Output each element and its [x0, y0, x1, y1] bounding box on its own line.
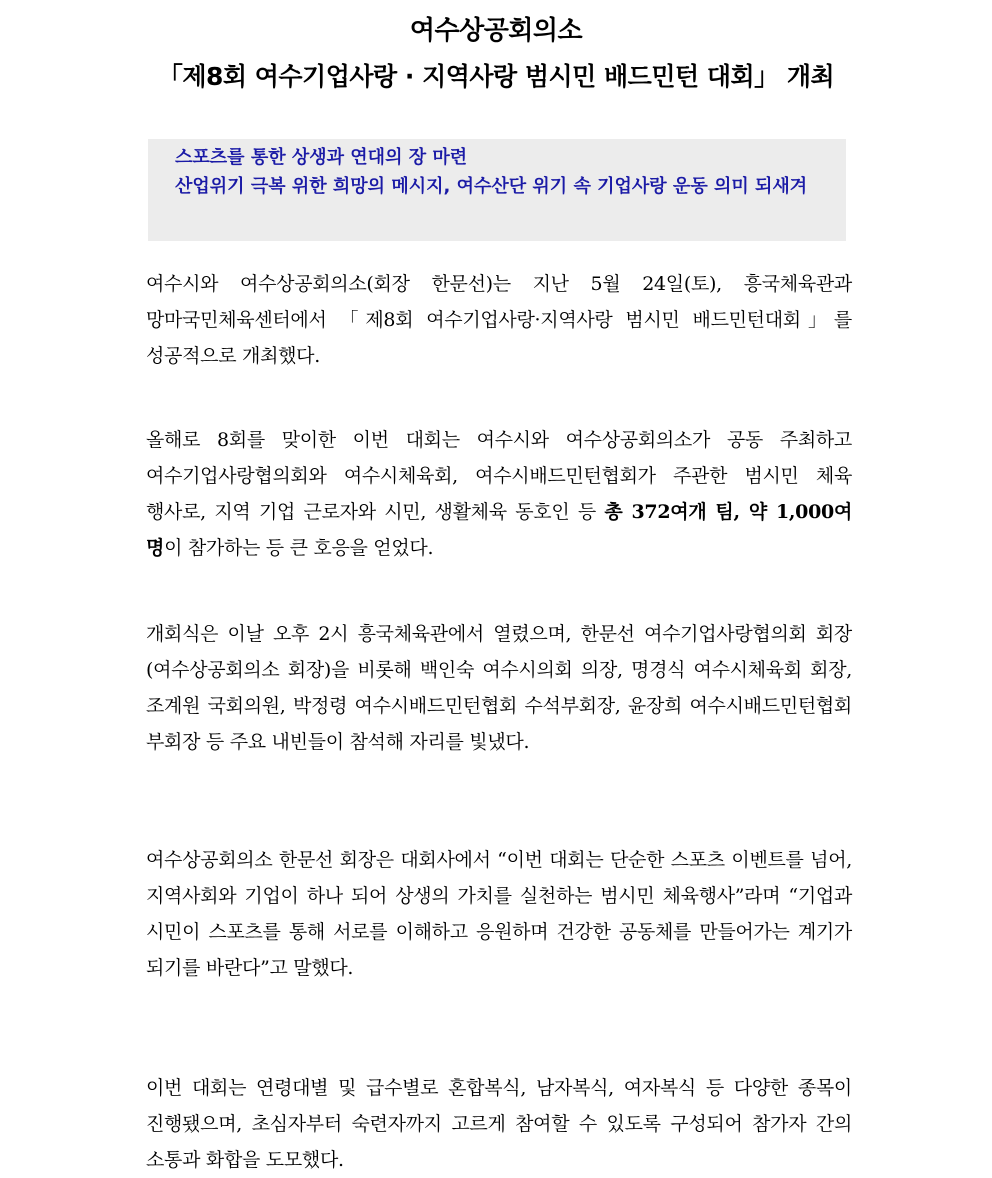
body-paragraph-1: 여수시와 여수상공회의소(회장 한문선)는 지난 5월 24일(토), 흥국체육관과 망마국민체육센터에서 「제8회 여수기업사랑·지역사랑 범시민 배드민턴대회」를 성공적으로 개최했다.: [146, 273, 852, 367]
body-paragraph-2: [146, 422, 852, 566]
body-paragraph-3: 개회식은 이날 오후 2시 흥국체육관에서 열렸으며, 한문선 여수기업사랑협의회 회장(여수상공회의소 회장)을 비롯해 백인숙 여수시의회 의장, 명경식 여수시체육회 회장, 조계원 국회의원, 박정령 여수시배드민턴협회 수석부회장, 윤장희 여수시배드민턴협회 부회장 등 주요 내빈들이 참석해 자리를 빛냈다.: [146, 623, 852, 753]
participant-count-highlight: 총 372여개 팀, 약 1,000여 명: [146, 501, 852, 559]
paragraph-text: 이 참가하는 등 큰 호응을 얻었다.: [164, 537, 434, 559]
summary-item: 스포츠를 통한 상생과 연대의 장 마련: [175, 147, 468, 168]
summary-box: [148, 139, 846, 241]
document-title-event: 「제8회 여수기업사랑 · 지역사랑 범시민 배드민턴 대회」 개최: [157, 62, 835, 91]
document-title-organization: 여수상공회의소: [409, 16, 583, 46]
summary-item: 산업위기 극복 위한 희망의 메시지, 여수산단 위기 속 기업사랑 운동 의미 되새겨: [175, 176, 808, 197]
body-paragraph-4: 여수상공회의소 한문선 회장은 대회사에서 “이번 대회는 단순한 스포츠 이벤트를 넘어, 지역사회와 기업이 하나 되어 상생의 가치를 실천하는 범시민 체육행사”라며 “기업과 시민이 스포츠를 통해 서로를 이해하고 응원하며 건강한 공동체를 만들어가는 계기가 되기를 바란다”고 말했다.: [146, 849, 852, 979]
body-paragraph-5: 이번 대회는 연령대별 및 급수별로 혼합복식, 남자복식, 여자복식 등 다양한 종목이 진행됐으며, 초심자부터 숙련자까지 고르게 참여할 수 있도록 구성되어 참가자 간의 소통과 화합을 도모했다.: [146, 1077, 852, 1171]
paragraph-text: 올해로 8회를 맞이한 이번 대회는 여수시와 여수상공회의소가 공동 주최하고 여수기업사랑협의회와 여수시체육회, 여수시배드민턴협회가 주관한 범시민 체육 행사로, 지역 기업 근로자와 시민, 생활체육 동호인 등: [146, 429, 852, 523]
